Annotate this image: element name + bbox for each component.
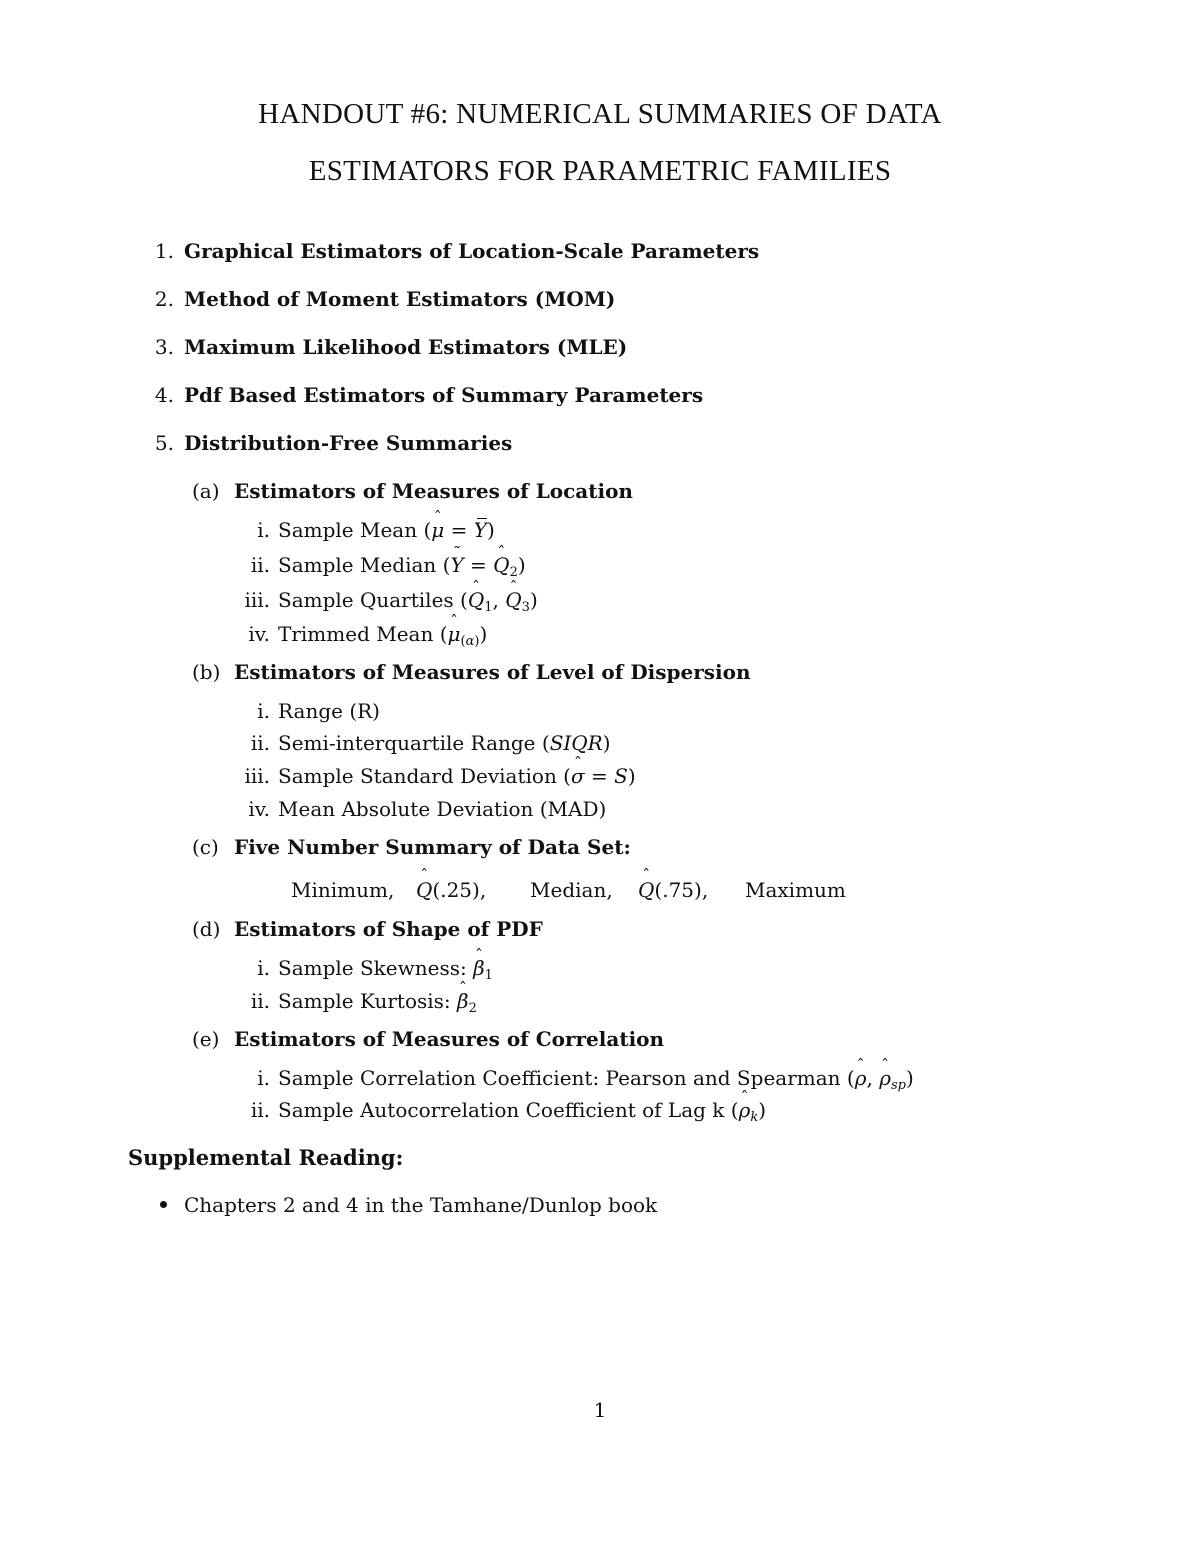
subsection-b	[192, 659, 751, 685]
item-text: Sample Standard Deviation (ˆ σ = S)	[278, 764, 636, 788]
subsection-number: (a)	[192, 479, 220, 503]
list-item	[230, 796, 606, 822]
summary-q75-label: (.75),	[654, 878, 709, 902]
item-label: Sample Skewness:	[278, 956, 474, 980]
item-text: Trimmed Mean (ˆ $\mu_{(\alpha)}$)	[278, 622, 487, 646]
bullet-icon	[160, 1201, 167, 1208]
summary-maximum: Maximum	[745, 878, 846, 902]
item-text: Semi-interquartile Range (SIQR)	[278, 731, 611, 755]
title-line-1: HANDOUT #6: NUMERICAL SUMMARIES OF DATA	[258, 98, 942, 130]
item-text: Sample Correlation Coefficient: Pearson and Spearman (ˆ ρ, ˆ $\rho_{sp}$)	[278, 1066, 914, 1090]
item-label: Range (R)	[278, 699, 380, 723]
item-number: i.	[257, 1066, 270, 1090]
item-label: Method of Moment Estimators (MOM)	[184, 287, 616, 311]
list-item	[230, 587, 538, 613]
item-label: Sample Median (	[278, 553, 451, 577]
item-text: Sample Quartiles (ˆ $Q_1$, ˆ $Q_3$)	[278, 588, 538, 612]
subsection-label: Estimators of Measures of Correlation	[234, 1027, 665, 1051]
item-label: Sample Correlation Coefficient: Pearson and Spearman (	[278, 1066, 855, 1090]
list-item	[150, 238, 759, 264]
list-item	[230, 730, 611, 756]
subsection-d	[192, 916, 543, 942]
mean-formula: ˆ μ = Y	[431, 518, 487, 542]
summary-q75: ˆ Q(.75),	[638, 878, 708, 902]
supplemental-heading: Supplemental Reading:	[128, 1145, 404, 1170]
item-label: Sample Kurtosis:	[278, 989, 458, 1013]
list-item	[160, 1193, 657, 1217]
quartiles-formula: ˆ $Q_1$, ˆ $Q_3$	[468, 588, 530, 612]
item-label: Sample Quartiles (	[278, 588, 468, 612]
kurtosis-formula: ˆ $\beta_2$	[457, 989, 477, 1013]
subsection-e	[192, 1026, 664, 1052]
item-label: Mean Absolute Deviation (MAD)	[278, 797, 607, 821]
list-item	[150, 430, 512, 456]
item-label: Trimmed Mean (	[278, 622, 448, 646]
item-number: 2.	[154, 287, 174, 311]
std-dev-formula: ˆ σ = S	[571, 764, 628, 788]
subsection-label: Estimators of Measures of Level of Dispersion	[234, 660, 751, 684]
item-label: Maximum Likelihood Estimators (MLE)	[184, 335, 628, 359]
item-number: 1.	[154, 239, 174, 263]
item-label: Semi-interquartile Range (	[278, 731, 550, 755]
item-number: i.	[257, 956, 270, 980]
item-text: Sample Median (˜ Y = ˆ $Q_2$)	[278, 553, 526, 577]
list-item	[230, 1097, 766, 1123]
supplemental-item: Chapters 2 and 4 in the Tamhane/Dunlop book	[184, 1193, 658, 1217]
list-item	[150, 382, 703, 408]
list-item	[230, 552, 526, 578]
autocorrelation-formula: ˆ $\rho_k$	[739, 1098, 759, 1122]
item-number: ii.	[250, 553, 270, 577]
summary-median: Median,	[530, 878, 613, 902]
item-label: Sample Standard Deviation (	[278, 764, 571, 788]
item-label: Distribution-Free Summaries	[184, 431, 513, 455]
title-line-2: ESTIMATORS FOR PARAMETRIC FAMILIES	[308, 155, 892, 187]
item-number: iii.	[244, 764, 270, 788]
item-number: ii.	[250, 731, 270, 755]
list-item	[230, 698, 380, 724]
subsection-a	[192, 478, 633, 504]
item-text: Sample Mean (ˆ μ = Y)	[278, 518, 495, 542]
page-number: 1	[593, 1398, 607, 1422]
list-item	[150, 286, 615, 312]
subsection-number: (b)	[192, 660, 221, 684]
item-number: 4.	[154, 383, 174, 407]
item-number: 5.	[154, 431, 174, 455]
summary-q25-label: (.25),	[432, 878, 487, 902]
trimmed-mean-formula: ˆ $\mu_{(\alpha)}$	[448, 622, 480, 646]
list-item	[230, 955, 493, 981]
list-item	[230, 763, 636, 789]
item-number: ii.	[250, 989, 270, 1013]
item-number: i.	[257, 699, 270, 723]
subsection-label: Estimators of Measures of Location	[234, 479, 633, 503]
item-text	[278, 989, 477, 1016]
skewness-formula: ˆ $\beta_1$	[473, 956, 493, 980]
item-number: 3.	[154, 335, 174, 359]
list-item	[230, 1065, 914, 1091]
item-label: Sample Mean (	[278, 518, 432, 542]
item-text: Sample Autocorrelation Coefficient of Lag k (ˆ $\rho_k$)	[278, 1098, 766, 1122]
list-item	[230, 621, 487, 647]
item-number: iii.	[244, 588, 270, 612]
median-formula: ˜ Y = ˆ $Q_2$	[450, 553, 517, 577]
item-label: Pdf Based Estimators of Summary Parameters	[184, 383, 704, 407]
item-number: ii.	[250, 1098, 270, 1122]
item-number: i.	[257, 518, 270, 542]
summary-q25: ˆ Q(.25),	[416, 878, 486, 902]
list-item	[230, 988, 477, 1014]
summary-minimum: Minimum,	[291, 878, 395, 902]
subsection-number: (e)	[192, 1027, 220, 1051]
item-label: Sample Autocorrelation Coefficient of Lag k (	[278, 1098, 739, 1122]
correlation-formula: ˆ ρ, ˆ $\rho_{sp}$	[855, 1066, 906, 1090]
subsection-number: (d)	[192, 917, 221, 941]
item-label: Graphical Estimators of Location-Scale Parameters	[184, 239, 760, 263]
subsection-number: (c)	[192, 835, 219, 859]
subsection-c	[192, 834, 631, 860]
list-item	[150, 334, 627, 360]
subsection-label: Five Number Summary of Data Set:	[234, 835, 631, 859]
item-number: iv.	[248, 797, 270, 821]
siqr-formula: SIQR	[549, 731, 603, 755]
subsection-label: Estimators of Shape of PDF	[234, 917, 543, 941]
item-number: iv.	[248, 622, 270, 646]
